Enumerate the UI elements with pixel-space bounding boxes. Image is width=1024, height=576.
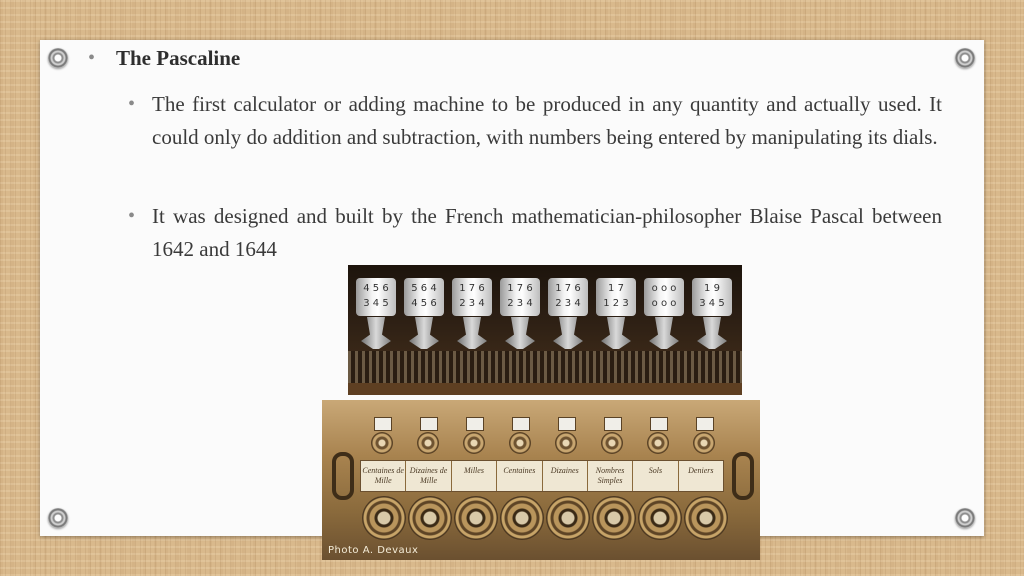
knob-icon — [601, 432, 623, 454]
knob-icon — [647, 432, 669, 454]
carry-claw — [601, 317, 631, 349]
input-dial-icon — [500, 496, 544, 540]
knob-icon — [693, 432, 715, 454]
dial-label: Deniers — [688, 466, 714, 475]
pushpin-icon — [48, 508, 68, 528]
bullet-icon: • — [128, 205, 136, 227]
wooden-ledge — [348, 383, 742, 395]
result-window — [466, 417, 484, 431]
result-window — [512, 417, 530, 431]
dial-label: Sols — [633, 461, 678, 491]
dial-drum: 1 7 6 2 3 4 — [500, 278, 540, 316]
carry-claw — [457, 317, 487, 349]
dial-label: Centaines de Mille — [361, 461, 406, 491]
input-dial-icon — [684, 496, 728, 540]
result-window — [650, 417, 668, 431]
input-dial-icon — [546, 496, 590, 540]
dial-label: Nombres Simples — [588, 461, 633, 491]
bullet-text-2: It was designed and built by the French mathematician-philosopher Blaise Pascal between 1642 and 1644 — [152, 204, 942, 261]
dial-drum: 5 6 4 4 5 6 — [404, 278, 444, 316]
bullet-icon: • — [128, 93, 136, 115]
input-dial-icon — [408, 496, 452, 540]
photo-credit: Photo A. Devaux — [328, 545, 419, 556]
carry-claw — [361, 317, 391, 349]
pushpin-icon — [955, 508, 975, 528]
carry-claw — [697, 317, 727, 349]
bullet-icon: • — [88, 47, 96, 69]
dial-drum: 1 7 6 2 3 4 — [452, 278, 492, 316]
slide-heading: The Pascaline — [116, 46, 241, 70]
input-dial-icon — [454, 496, 498, 540]
pushpin-icon — [955, 48, 975, 68]
dial-drum: o o o o o o — [644, 278, 684, 316]
knob-icon — [509, 432, 531, 454]
carry-claw — [409, 317, 439, 349]
result-window — [696, 417, 714, 431]
input-dial-icon — [362, 496, 406, 540]
knob-icon — [555, 432, 577, 454]
pushpin-icon — [48, 48, 68, 68]
dial-drum: 1 9 3 4 5 — [692, 278, 732, 316]
bullet-text-1: The first calculator or adding machine to be produced in any quantity and actually used. It could only do addition and subtraction, with numbers being entered by manipulating its dials. — [152, 92, 942, 149]
carry-claw — [649, 317, 679, 349]
dial-drum: 1 7 1 2 3 — [596, 278, 636, 316]
input-dial-icon — [592, 496, 636, 540]
handle-right — [732, 452, 754, 500]
gear-row — [348, 351, 742, 385]
dial-label: Dizaines de Mille — [406, 461, 451, 491]
result-window — [558, 417, 576, 431]
dial-label-band — [360, 460, 724, 492]
dial-label: Dizaines — [543, 461, 588, 491]
knob-icon — [371, 432, 393, 454]
dial-label: Milles — [452, 461, 497, 491]
result-window — [420, 417, 438, 431]
knob-icon — [417, 432, 439, 454]
knob-icon — [463, 432, 485, 454]
carry-claw — [553, 317, 583, 349]
dial-label: Centaines — [497, 461, 542, 491]
result-window — [604, 417, 622, 431]
dial-drum: 1 7 6 2 3 4 — [548, 278, 588, 316]
handle-left — [332, 452, 354, 500]
result-window — [374, 417, 392, 431]
pascaline-case-photo — [322, 400, 760, 560]
input-dial-icon — [638, 496, 682, 540]
carry-claw — [505, 317, 535, 349]
dial-drum: 4 5 6 3 4 5 — [356, 278, 396, 316]
pascaline-mechanism-photo — [348, 265, 742, 395]
